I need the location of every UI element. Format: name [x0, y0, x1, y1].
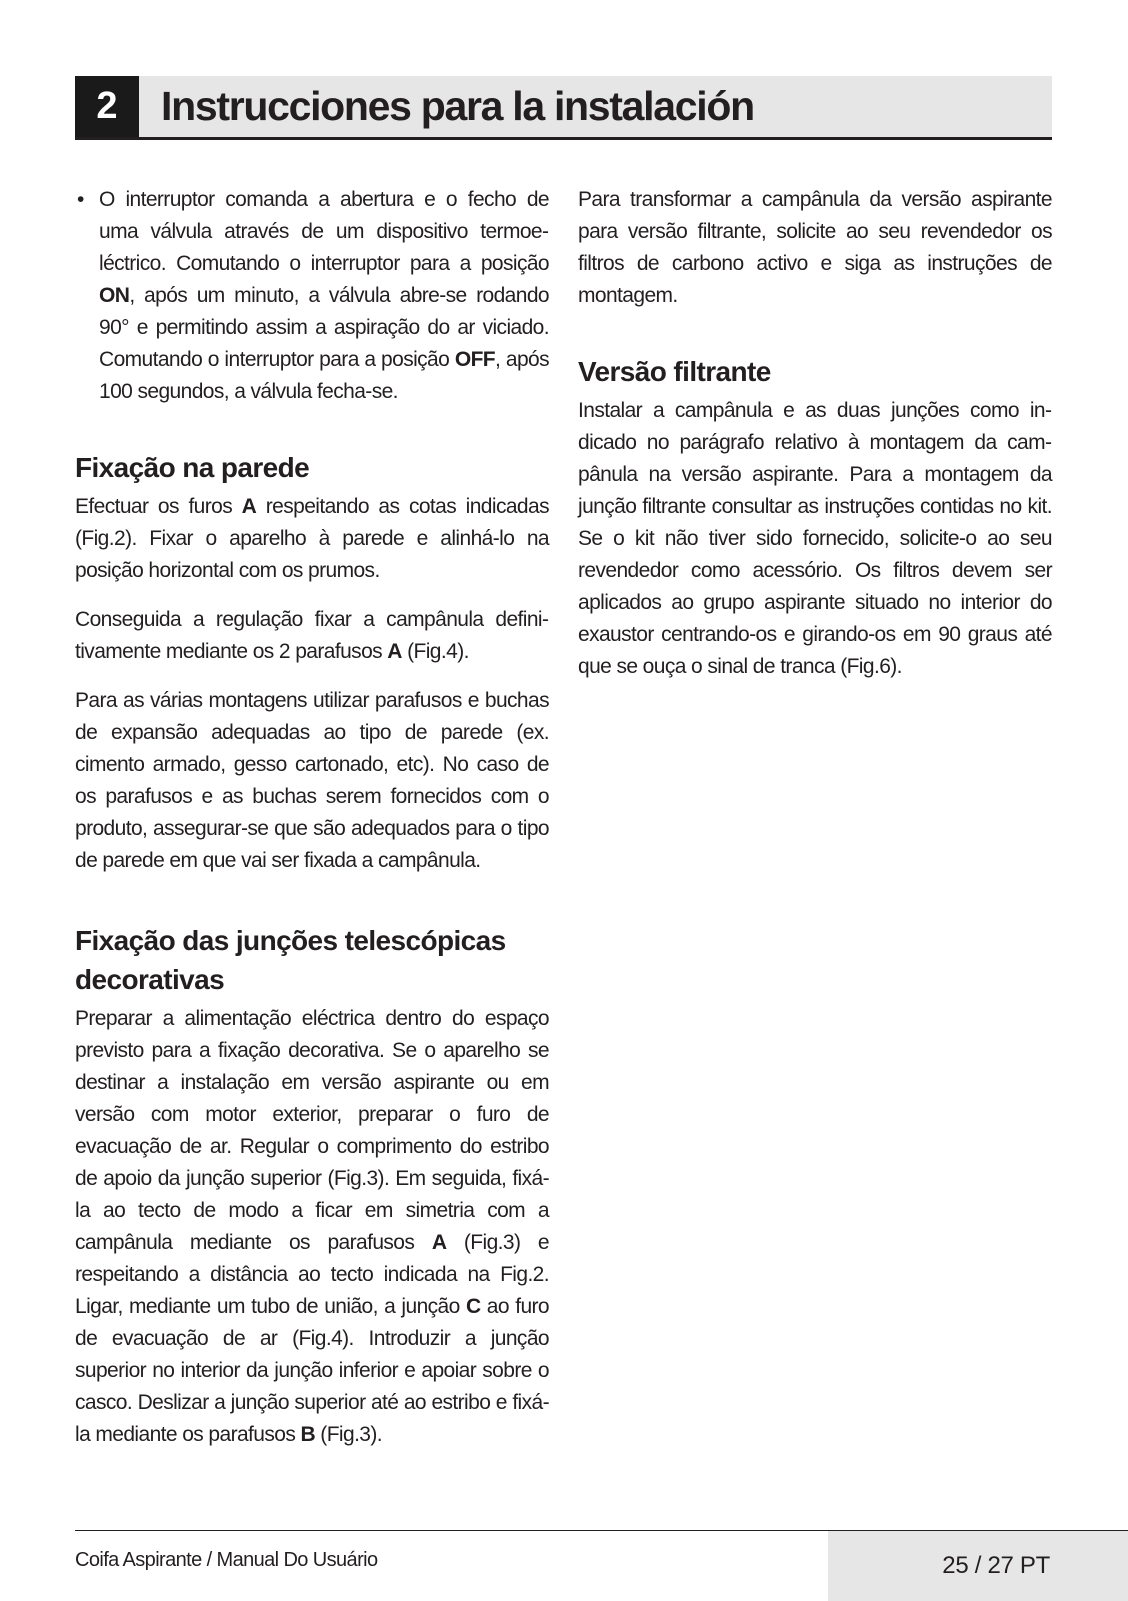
- left-column: [75, 184, 549, 1468]
- page-number: 25 / 27 PT: [942, 1552, 1050, 1579]
- footer-title: Coifa Aspirante / Manual Do Usuário: [75, 1549, 378, 1571]
- heading-filter-version: Versão filtrante: [578, 356, 771, 387]
- paragraph-wall-3: Para as várias montagens utilizar parafusos e buchas de expansão adequadas ao tipo de parede (ex. cimento armado, gesso cartonado, etc). No caso de os parafusos e as buchas serem fornecidos com o produto, assegurar-se que são adequados para o tipo de parede em que vai ser fixada a campânula.: [75, 689, 549, 872]
- paragraph-wall-1: Efectuar os furos A respeitando as cotas indicadas (Fig.2). Fixar o aparelho à parede e alinhá-lo na posição horizontal com os prumos.: [75, 495, 549, 582]
- heading-telescopic: Fixação das junções telescópicas decorativas: [75, 925, 506, 995]
- section-title: Instrucciones para la instalación: [161, 83, 754, 129]
- paragraph-filter: Instalar a campânula e as duas junções como indicado no parágrafo relativo à montagem da campânula na versão aspirante. Para a montagem da junção filtrante consultar as instruções contidas no kit. Se o kit não tiver sido fornecido, solicite-o ao seu revendedor como acessório. Os filtros devem ser aplicados ao grupo aspirante situado no interior do exaustor centrando-os e girando-os em 90 graus até que se ouça o sinal de tranca (Fig.6).: [578, 399, 1052, 678]
- bullet-text: O interruptor comanda a abertura e o fecho de uma válvula através de um dispositivo termoeléctrico. Comutando o interruptor para a posição ON, após um minuto, a válvula abre-se rodando 90° e permitindo assim a aspiração do ar viciado. Comutando o interruptor para a posição OFF, após 100 segundos, a válvula fecha-se.: [99, 188, 549, 403]
- bullet-icon: •: [77, 188, 85, 211]
- footer-divider: [75, 1530, 828, 1531]
- right-column: [578, 184, 1052, 700]
- bullet-item: [75, 184, 549, 408]
- section-header: [75, 76, 1052, 140]
- paragraph-wall-2: Conseguida a regulação fixar a campânula definitivamente mediante os 2 parafusos A (Fig.4).: [75, 608, 549, 663]
- heading-wall-fixing: Fixação na parede: [75, 452, 310, 483]
- section-number: 2: [75, 76, 139, 137]
- paragraph-telescopic: Preparar a alimentação eléctrica dentro do espaço previsto para a fixação decorativa. Se o aparelho se destinar a instalação em versão aspirante ou em versão com motor exterior, preparar o furo de evacuação de ar. Regular o comprimento do estribo de apoio da junção superior (Fig.3). Em seguida, fixá-la ao tecto de modo a ficar em simetria com a campânula mediante os parafusos A (Fig.3) e respeitando a distância ao tecto indicada na Fig.2. Ligar, mediante um tubo de união, a junção C ao furo de evacuação de ar (Fig.4). Introduzir a junção superior no interior da junção inferior e apoiar sobre o casco. Deslizar a junção superior até ao estribo e fixá-la mediante os parafusos B (Fig.3).: [75, 1007, 549, 1446]
- paragraph-intro: Para transformar a campânula da versão aspirante para versão filtrante, solicite ao seu revendedor os filtros de carbono activo e siga as instruções de montagem.: [578, 188, 1052, 307]
